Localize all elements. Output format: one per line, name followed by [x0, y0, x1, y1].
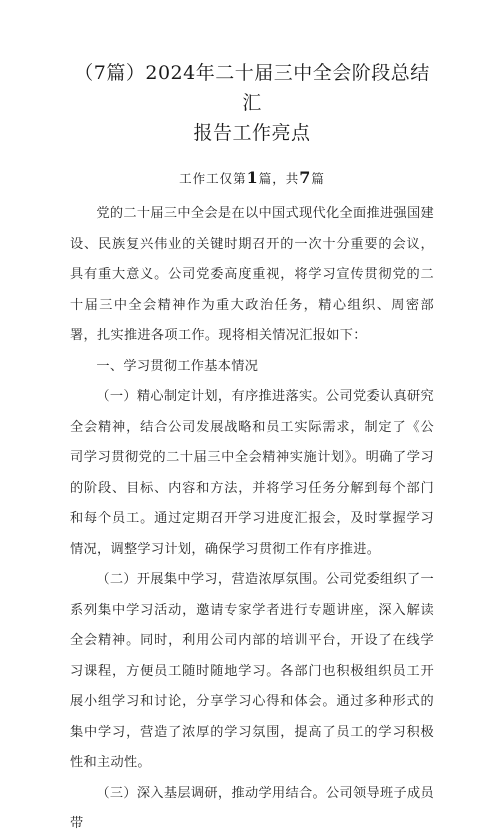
section-heading-1: 一、学习贯彻工作基本情况	[96, 358, 259, 374]
subtitle-total: 7	[299, 168, 312, 187]
subtitle-index: 1	[246, 168, 259, 187]
paragraph-item-2: （二）开展集中学习，营造浓厚氛围。公司党委组织了一系列集中学习活动，邀请专家学者进行专题讲座，深入解读全会精神。同时，利用公司内部的培训平台，开设了在线学习课程，方便员工随时随地学习。各部门也积极组织员工开展小组学习和讨论，分享学习心得和体会。通过多种形式的集中学习，营造了浓厚的学习氛围，提高了员工的学习积极性和主动性。	[70, 572, 434, 770]
subtitle-suffix: 篇	[311, 171, 325, 186]
document-subtitle	[70, 168, 434, 187]
paragraph-item-1: （一）精心制定计划，有序推进落实。公司党委认真研究全会精神，结合公司发展战略和员工实际需求，制定了《公司学习贯彻党的二十届三中全会精神实施计划》。明确了学习的阶段、目标、内容和方法，并将学习任务分解到每个部门和每个员工。通过定期召开学习进度汇报会，及时掌握学习情况，调整学习计划，确保学习贯彻工作有序推进。	[70, 389, 434, 557]
subtitle-mid: 篇，共	[258, 171, 300, 186]
title-line-2: 报告工作亮点	[193, 122, 311, 144]
title-line-1: （7篇）2024年二十届三中全会阶段总结汇	[74, 62, 430, 114]
paragraph-intro: 党的二十届三中全会是在以中国式现代化全面推进强国建设、民族复兴伟业的关键时期召开的一次十分重要的会议，具有重大意义。公司党委高度重视，将学习宣传贯彻党的二十届三中全会精神作为重大政治任务，精心组织、周密部署，扎实推进各项工作。现将相关情况汇报如下：	[70, 206, 434, 343]
document-title	[70, 58, 434, 148]
subtitle-prefix: 工作工仅第	[179, 171, 247, 186]
paragraph-item-3: （三）深入基层调研，推动学用结合。公司领导班子成员带	[70, 785, 434, 831]
